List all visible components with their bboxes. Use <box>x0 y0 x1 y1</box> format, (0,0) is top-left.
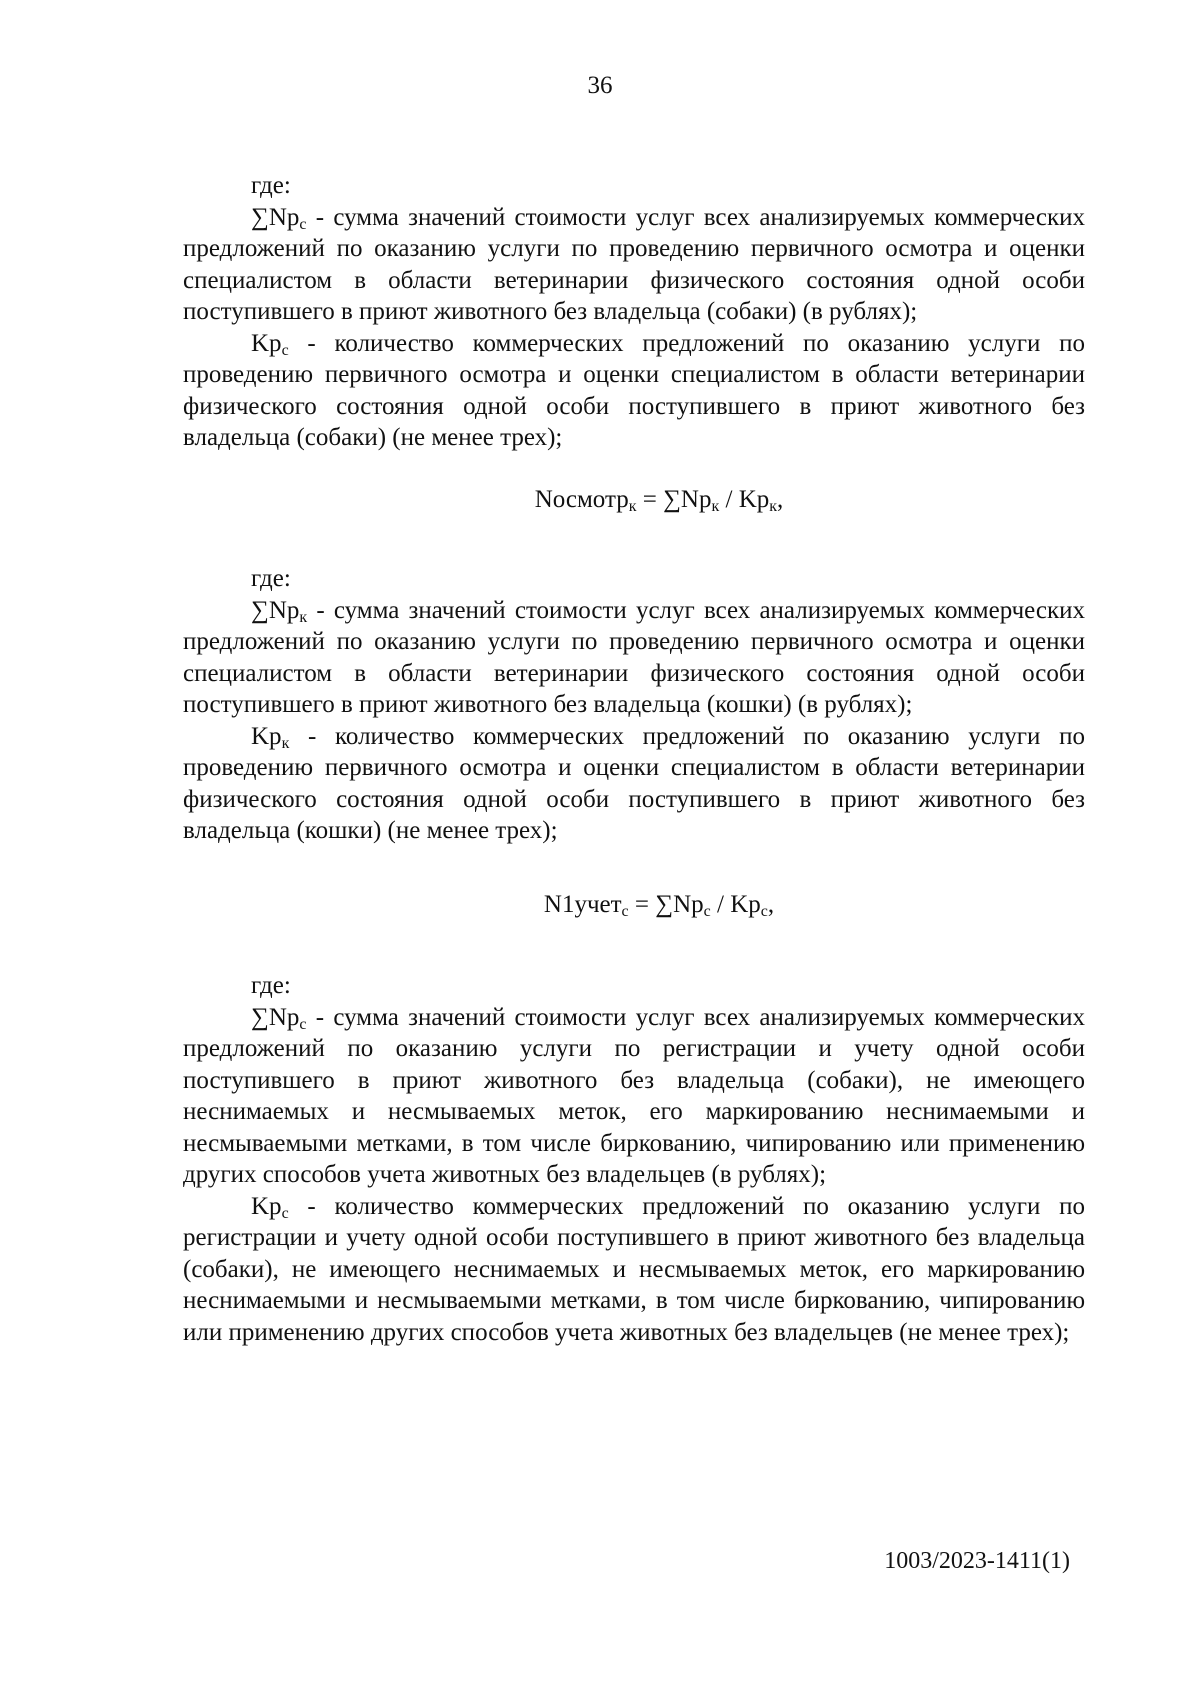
formula-n1uchet <box>183 889 1085 921</box>
definition-text: - сумма значений стоимости услуг всех анализируемых коммерческих предложений по оказанию услуги по регистрации и учету одной особи поступившего в приют животного без владельца (собаки), не имеющего неснимаемых и несмываемых меток, его маркированию неснимаемыми и несмываемыми метками, в том числе биркованию, чипированию или применению других способов учета животных без владельцев (в рублях); <box>183 1003 1085 1188</box>
symbol: Kp <box>251 722 282 750</box>
definition-text: - количество коммерческих предложений по оказанию услуги по проведению первичного осмотра и оценки специалистом в области ветеринарии физического состояния одной особи поступившего в приют животного без владельца (кошки) (не менее трех); <box>183 722 1085 844</box>
formula-lhs: N1учет <box>543 890 622 918</box>
symbol: ∑Np <box>251 203 300 231</box>
definition-sum-np-c <box>183 202 1085 328</box>
page-number: 36 <box>587 72 613 99</box>
subscript: с <box>621 902 629 920</box>
where-label: где: <box>251 565 291 592</box>
subscript: с <box>760 902 768 920</box>
definition-text: - количество коммерческих предложений по оказанию услуги по регистрации и учету одной особи поступившего в приют животного без владельца (собаки), не имеющего неснимаемых и несмываемых меток, его маркированию неснимаемыми и несмываемыми метками, в том числе биркованию, чипированию или применению других способов учета животных без владельцев (не менее трех); <box>183 1192 1085 1346</box>
subscript: к <box>628 497 637 515</box>
formula-numerator: = ∑Np <box>636 485 712 513</box>
formula-lhs: Nосмотр <box>534 485 629 513</box>
formula-denominator: / Kp <box>710 890 761 918</box>
symbol: ∑Np <box>251 1003 300 1031</box>
formula-denominator: / Kp <box>719 485 770 513</box>
subscript: к <box>281 734 290 752</box>
where-label: где: <box>251 172 291 199</box>
subscript: к <box>711 497 720 515</box>
symbol: Kp <box>251 1192 282 1220</box>
subscript: с <box>281 1204 289 1222</box>
subscript: к <box>299 608 308 626</box>
subscript: с <box>299 1015 307 1033</box>
symbol: Kp <box>251 329 282 357</box>
subscript: к <box>769 497 778 515</box>
definition-sum-np-c-registration <box>183 1002 1085 1191</box>
definition-kp-c-registration <box>183 1191 1085 1349</box>
definition-kp-k <box>183 721 1085 847</box>
subscript: с <box>299 215 307 233</box>
formula-nosmotr <box>183 484 1085 516</box>
definition-text: - сумма значений стоимости услуг всех анализируемых коммерческих предложений по оказанию услуги по проведению первичного осмотра и оценки специалистом в области ветеринарии физического состояния одной особи поступившего в приют животного без владельца (собаки) (в рублях); <box>183 203 1085 325</box>
document-body <box>183 170 1085 1348</box>
definition-sum-np-k <box>183 595 1085 721</box>
subscript: с <box>703 902 711 920</box>
definition-text: - сумма значений стоимости услуг всех анализируемых коммерческих предложений по оказанию услуги по проведению первичного осмотра и оценки специалистом в области ветеринарии физического состояния одной особи поступившего в приют животного без владельца (кошки) (в рублях); <box>183 596 1085 718</box>
definition-text: - количество коммерческих предложений по оказанию услуги по проведению первичного осмотра и оценки специалистом в области ветеринарии физического состояния одной особи поступившего в приют животного без владельца (собаки) (не менее трех); <box>183 329 1085 451</box>
symbol: ∑Np <box>251 596 300 624</box>
formula-punctuation: , <box>777 485 784 513</box>
where-label: где: <box>251 972 291 999</box>
formula-numerator: = ∑Np <box>628 890 704 918</box>
subscript: с <box>281 341 289 359</box>
definition-kp-c <box>183 328 1085 454</box>
formula-punctuation: , <box>767 890 775 918</box>
document-code: 1003/2023-1411(1) <box>884 1548 1070 1574</box>
